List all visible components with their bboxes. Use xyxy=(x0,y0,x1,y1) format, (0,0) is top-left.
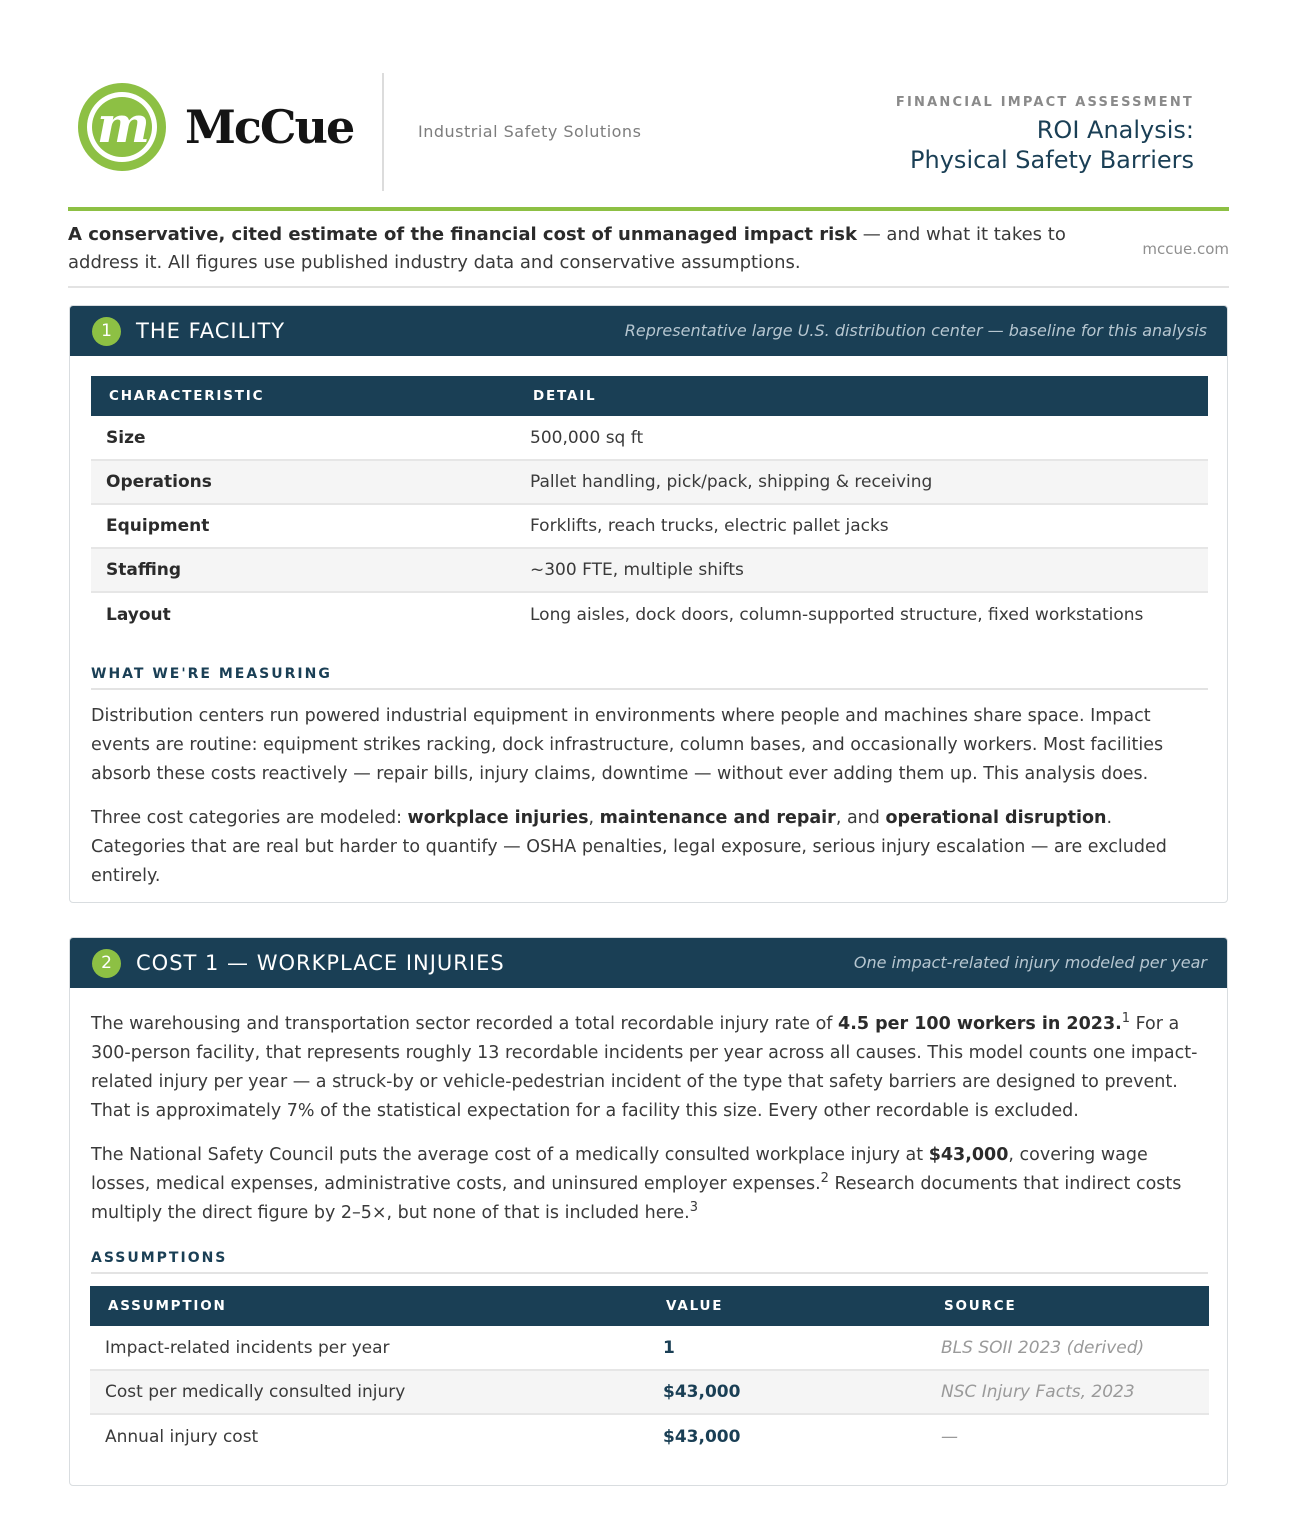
characteristic-cell: Layout xyxy=(106,604,171,625)
text-span: . Categories that are real but harder to quantify — OSHA penalties, legal exposure, serious injury escalation — are excluded entirely. xyxy=(91,808,1167,886)
table-row xyxy=(90,1370,1209,1414)
source-cell: — xyxy=(941,1426,958,1447)
value-cell: $43,000 xyxy=(648,1370,926,1414)
text-span: Research documents that indirect costs multiply the direct figure by 2–5×, but none of that is included here. xyxy=(91,1174,1182,1223)
intro-lead-rest: — and what it takes to address it. All figures use published industry data and conservative assumptions. xyxy=(68,224,1066,273)
section-note: One impact-related injury modeled per year xyxy=(853,953,1207,972)
table-row xyxy=(91,504,1208,548)
table-row xyxy=(91,460,1208,504)
section-note: Representative large U.S. distribution center — baseline for this analysis xyxy=(624,321,1207,340)
assumption-cell: Impact-related incidents per year xyxy=(90,1326,648,1370)
cost-categories-paragraph xyxy=(91,804,1208,891)
injury-rate-value: 4.5 per 100 workers in 2023. xyxy=(838,1014,1122,1034)
header-divider xyxy=(382,73,384,191)
table-row xyxy=(90,1326,1209,1370)
characteristic-cell: Size xyxy=(91,416,515,460)
text-span: The National Safety Council puts the average cost of a medically consulted workplace injury at xyxy=(91,1145,929,1165)
document-eyebrow: FINANCIAL IMPACT ASSESSMENT xyxy=(895,95,1194,110)
report-header xyxy=(68,0,1229,208)
brand-tagline: Industrial Safety Solutions xyxy=(418,122,642,141)
detail-cell: Pallet handling, pick/pack, shipping & receiving xyxy=(515,460,1208,504)
logo-letter: m xyxy=(97,95,147,154)
detail-cell: Long aisles, dock doors, column-supported structure, fixed workstations xyxy=(530,604,1144,625)
table-row xyxy=(90,1414,1209,1458)
document-title xyxy=(910,115,1194,175)
section-workplace-injuries xyxy=(69,937,1228,1486)
measuring-paragraph: Distribution centers run powered industrial equipment in environments where people and machines share space. Impact events are routine: equipment strikes racking, dock infrastructure, column bases, and occasionally workers. Most facilities absorb these costs reactively — repair bills, injury claims, downtime — without ever adding them up. This analysis does. xyxy=(91,706,1164,784)
footnote-ref: 3 xyxy=(689,1200,698,1216)
value-cell: $43,000 xyxy=(663,1426,741,1447)
source-cell: BLS SOII 2023 (derived) xyxy=(926,1326,1209,1370)
category-maintenance: maintenance and repair xyxy=(599,808,836,828)
table-header-row xyxy=(91,376,1208,416)
brand-name: McCue xyxy=(185,100,354,154)
injury-cost-value: $43,000 xyxy=(928,1145,1009,1165)
column-header-source: SOURCE xyxy=(944,1298,1017,1314)
characteristic-cell: Operations xyxy=(91,460,515,504)
characteristic-cell: Equipment xyxy=(91,504,515,548)
section-number-badge: 1 xyxy=(92,317,121,346)
category-injuries: workplace injuries xyxy=(407,808,589,828)
assumptions-heading: ASSUMPTIONS xyxy=(91,1250,1208,1274)
section-facility-header xyxy=(70,306,1227,356)
table-row xyxy=(91,548,1208,592)
assumption-cell: Annual injury cost xyxy=(105,1426,259,1447)
section-injuries-header xyxy=(70,938,1227,988)
value-cell: 1 xyxy=(648,1326,926,1370)
column-header-characteristic: CHARACTERISTIC xyxy=(109,388,265,404)
table-row xyxy=(91,592,1208,636)
source-cell: NSC Injury Facts, 2023 xyxy=(926,1370,1209,1414)
column-header-assumption: ASSUMPTION xyxy=(108,1298,227,1314)
measuring-heading: WHAT WE'RE MEASURING xyxy=(91,666,1208,690)
assumptions-table xyxy=(90,1286,1209,1458)
footnote-ref: 2 xyxy=(820,1171,829,1187)
text-span: , covering wage losses, medical expenses, administrative costs, and uninsured employer expenses. xyxy=(91,1145,1148,1194)
document-title-line1: ROI Analysis: xyxy=(1036,116,1194,144)
text-span: For a 300-person facility, that represents roughly 13 recordable incidents per year across all causes. This model counts one impact-related injury per year — a struck-by or vehicle-pedestrian incident of the type that safety barriers are designed to prevent. That is approximately 7% of the statistical expectation for a facility this size. Every other recordable is excluded. xyxy=(91,1014,1198,1121)
column-header-detail: DETAIL xyxy=(533,388,597,404)
section-title: THE FACILITY xyxy=(136,319,286,343)
facility-table xyxy=(91,376,1208,636)
category-disruption: operational disruption xyxy=(885,808,1107,828)
injury-cost-paragraph xyxy=(91,1141,1208,1228)
section-title: COST 1 — WORKPLACE INJURIES xyxy=(136,951,505,975)
section-facility xyxy=(69,305,1228,903)
intro-lead-bold: A conservative, cited estimate of the financial cost of unmanaged impact risk xyxy=(68,224,857,245)
website-url: mccue.com xyxy=(1142,240,1229,258)
characteristic-cell: Staffing xyxy=(91,548,515,592)
mccue-logo-icon xyxy=(78,83,166,171)
footnote-ref: 1 xyxy=(1121,1011,1131,1027)
detail-cell: 500,000 sq ft xyxy=(515,416,1208,460)
document-title-line2: Physical Safety Barriers xyxy=(910,146,1194,174)
text-span: , xyxy=(588,808,600,828)
detail-cell: ~300 FTE, multiple shifts xyxy=(515,548,1208,592)
intro-summary xyxy=(68,221,1229,288)
column-header-value: VALUE xyxy=(666,1298,724,1314)
intro-text xyxy=(68,221,1108,277)
detail-cell: Forklifts, reach trucks, electric pallet jacks xyxy=(515,504,1208,548)
report-page xyxy=(68,0,1229,1447)
table-header-row xyxy=(90,1286,1209,1326)
injury-rate-paragraph xyxy=(91,1010,1208,1126)
text-span: The warehousing and transportation sector recorded a total recordable injury rate of xyxy=(91,1014,839,1034)
text-span: , and xyxy=(835,808,886,828)
table-row xyxy=(91,416,1208,460)
text-span: Three cost categories are modeled: xyxy=(91,808,408,828)
header-accent-rule xyxy=(68,207,1229,211)
assumption-cell: Cost per medically consulted injury xyxy=(90,1370,648,1414)
section-number-badge: 2 xyxy=(92,949,121,978)
